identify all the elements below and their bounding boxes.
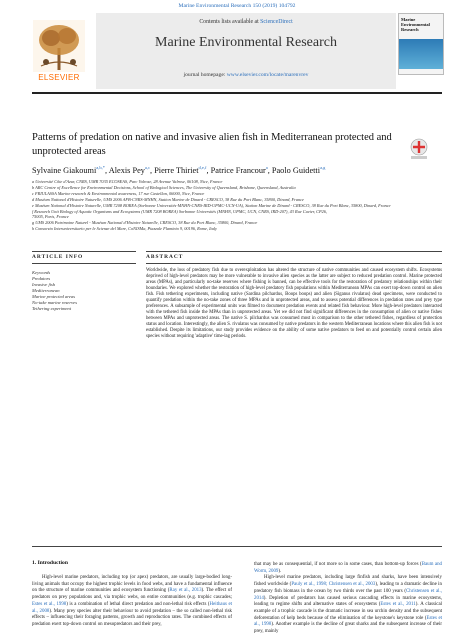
- affiliation: e Muséum National d'Histoire Naturelle, UMR 7208 BOREA (Sorbonne Universités-MNHN-CNRS-IRD-UPMC-UCN-UA), Station Marine de Dinard - CRESCO, 38 Rue du Port Blanc, 35800, Dinard, France: [32, 202, 391, 208]
- elsevier-tree-icon: [33, 20, 85, 72]
- affiliation: 75005, Paris, France: [32, 214, 69, 220]
- citation-link[interactable]: Estes et al., 1998: [254, 615, 442, 628]
- text: ) is a combination of lethal direct predation and non-lethal risk effects (: [66, 601, 210, 607]
- citation-link[interactable]: Heithaus et al., 2008: [32, 601, 232, 614]
- citation-link[interactable]: Christensen et al., 2014: [254, 588, 442, 601]
- text: ), leading to a dramatic decline in predatory fish biomass in the ocean by two thirds over the past 100 years (: [254, 582, 442, 594]
- text: ). Another example is the decline of great sharks and the subsequent increase of their prey, mainly: [254, 622, 442, 635]
- affiliation: b ARC Centre of Excellence for Environmental Decisions, School of Biological Sciences, The University of Queensland, Brisbane, Queensland, Australia: [32, 184, 296, 190]
- crossmark-icon[interactable]: [408, 138, 430, 160]
- keyword: Mediterranean: [32, 287, 60, 293]
- paragraph: [32, 575, 232, 629]
- keyword-list: [32, 276, 137, 311]
- author-mark[interactable]: d,e,f: [198, 165, 207, 170]
- section-title-introduction: 1. Introduction: [32, 560, 68, 566]
- elsevier-logo: [33, 20, 85, 72]
- citation-link[interactable]: Pauly et al., 1998; Christensen et al., 2003: [291, 582, 376, 588]
- article-info-rule-top: [32, 251, 136, 252]
- homepage-prefix: journal homepage:: [183, 72, 227, 78]
- article-title: Patterns of predation on native and invasive alien fish in Mediterranean protected and unprotected areas: [32, 132, 392, 157]
- text: ). The effect of predators on prey populations and, via trophic webs, on entire communities (e.g. trophic cascades;: [32, 588, 232, 601]
- author-mark[interactable]: a: [265, 165, 268, 170]
- journal-cover-thumbnail[interactable]: [398, 13, 444, 75]
- author-thiriet[interactable]: , Pierre Thiriet: [150, 165, 199, 175]
- text: High-level marine predators, including large finfish and sharks, have been intensively fished worldwide (: [254, 575, 442, 588]
- article-info-heading: ARTICLE INFO: [32, 254, 84, 260]
- paragraph: [254, 562, 442, 575]
- homepage-link[interactable]: www.elsevier.com/locate/marenvrev: [226, 72, 309, 78]
- journal-title: Marine Environmental Research: [155, 35, 337, 50]
- keyword: Predators: [32, 276, 51, 281]
- text: ). Depletion of predators has caused serious cascading effects in marine ecosystems, leading to regime shifts and alternative states of ecosystems (: [254, 595, 442, 608]
- article-info-rule: [32, 263, 136, 264]
- journal-reference[interactable]: Marine Environmental Research 150 (2019) 104792: [178, 3, 296, 9]
- header-rule: [32, 92, 442, 94]
- author-francour[interactable]: , Patrice Francour: [206, 165, 266, 175]
- affiliations: [32, 179, 442, 232]
- keyword: Marine protected areas: [32, 293, 76, 299]
- abstract-text: Worldwide, the loss of predatory fish due to overexploitation has altered the structure of native communities and caused ecosystem shifts. Ecosystems deprived of high-level predators may be more vulnerable to invasive alien species as the latter are subject to reduced predation control. Marine protected areas (MPAs), and particularly no-take reserves where fishing is banned, can be effective tools for the restoration of predatory relationships within their boundaries. We explored whether the restoration of high-level predatory fish populations within Mediterranean MPAs can exert top-down control on alien fish. Fish tethering experiments, including native (Sardina pilchardus, Boops boops) and alien (Siganus rivulatus) dead specimens, were conducted to quantify predation within the no-take zones of three MPAs and in unprotected areas, and to assess potential differences in predation rates and prey type preferences. A subsample of experimental units was filmed to document predation events and related fish behaviour. More high-level predators interacted with the tethered fish inside the MPAs than in unprotected areas. Yet we did not find significant differences in the consumption of alien or native fishes between MPAs and unprotected areas. The native S. pilchardus was consumed most in comparison to the other tethered fishes, regardless of protection status and location. Interestingly, the alien S. rivulatus was consumed by native predators in the western Mediterranean locations where this alien fish is not established. Despite its limitations, our study provides evidence on the ability of some native predators to feed on and potentially control certain alien species without requiring 'adaptive' time-lag periods.: [146, 268, 442, 339]
- sciencedirect-link[interactable]: ScienceDirect: [260, 19, 293, 25]
- affiliation: d Muséum National d'Histoire Naturelle, UMS 2006 AFB-CNRS-MNHN, Station Marine de Dinard - CRESCO, 38 Rue du Port Blanc, 35800, Dinard, France: [32, 196, 304, 202]
- publisher-wordmark: ELSEVIER: [38, 73, 80, 82]
- keyword: Tethering experiment: [32, 305, 71, 311]
- keyword: No-take marine reserves: [32, 299, 77, 305]
- abstract-heading: ABSTRACT: [146, 254, 184, 260]
- left-column: [32, 575, 232, 629]
- contents-line: [96, 19, 396, 25]
- abstract-rule-top: [146, 251, 442, 252]
- text: High-level marine predators, including top (or apex) predators, are usually large-bodied long-living animals that occupy the highest trophic levels in food webs, and have a fundamental influence on the structure of marine communities and ecosystem functioning (: [32, 575, 232, 594]
- author-mark[interactable]: a,b,*: [96, 165, 106, 170]
- affiliation: a Université Côte d'Azur, CNRS, UMR 7035 ECOSEAS, Parc Valrose, 28 Avenue Valrose, 06108, Nice, France: [32, 179, 223, 184]
- author-list: [32, 165, 442, 175]
- affiliation: h Consorzio Interuniversitario per le Scienze del Mare, CoNISMa, Piazzale Flaminio 9, 00196, Rome, Italy: [32, 226, 217, 232]
- keyword: Invasive fish: [32, 281, 56, 287]
- author-giakoumi[interactable]: Sylvaine Giakoumi: [32, 165, 97, 175]
- abstract-bottom-rule: [32, 546, 442, 547]
- text: ).: [278, 568, 282, 574]
- cover-title: Marine Environmental Research: [401, 17, 430, 32]
- author-mark[interactable]: a,c: [144, 165, 151, 170]
- affiliation: g UMS 2006 Patrimoine Naturel - Muséum National d'Histoire Naturelle, CRESCO, 38 Rue du Port Blanc, 35800, Dinard, France: [32, 220, 258, 226]
- keywords-label: Keywords: [32, 270, 51, 275]
- citation-link[interactable]: Baum and Worm, 2009: [254, 562, 442, 574]
- text: ). A classical example of a trophic cascade is the dramatic increase in sea urchin density and the subsequent deforestation of kelp beds because of the elimination of the keystone's keystone role (: [254, 602, 442, 621]
- contents-prefix: Contents lists available at: [199, 19, 261, 25]
- citation-link[interactable]: Estes et al., 2011: [380, 602, 416, 608]
- cover-image: [399, 39, 443, 69]
- author-mark[interactable]: a,g: [320, 165, 326, 170]
- paragraph: [254, 575, 442, 635]
- author-pey[interactable]: , Alexis Pey: [105, 165, 145, 175]
- citation-link[interactable]: Ray et al., 2013: [169, 588, 202, 594]
- text: ). Many prey species alter their behaviour to avoid predation – the so called non-lethal risk effects – influencing their foraging patterns, growth and reproduction rates. The combined effects of predation exert top-down control on mesopredators and their prey,: [32, 608, 232, 627]
- right-column: [254, 562, 442, 636]
- affiliation: f Research Unit Biology of Aquatic Organisms and Ecosystems (UMR 7208 BOREA) Sorbonne Universités (MNHN, UPMC, UCN, CNRS, IRD-207), 43 Rue Cuvier, CP26,: [32, 208, 327, 214]
- abstract-rule: [146, 263, 442, 264]
- affiliation: c FRIULASSA Marine research & Environmental awareness, 17 rue Castellan, 06000, Nice, France: [32, 190, 205, 196]
- author-guidetti[interactable]: , Paolo Guidetti: [267, 165, 321, 175]
- text: that may be as consequential, if not more so in some cases, than bottom-up forces (: [254, 562, 422, 567]
- homepage-line: [96, 72, 396, 78]
- citation-link[interactable]: Estes et al., 1998: [32, 601, 67, 607]
